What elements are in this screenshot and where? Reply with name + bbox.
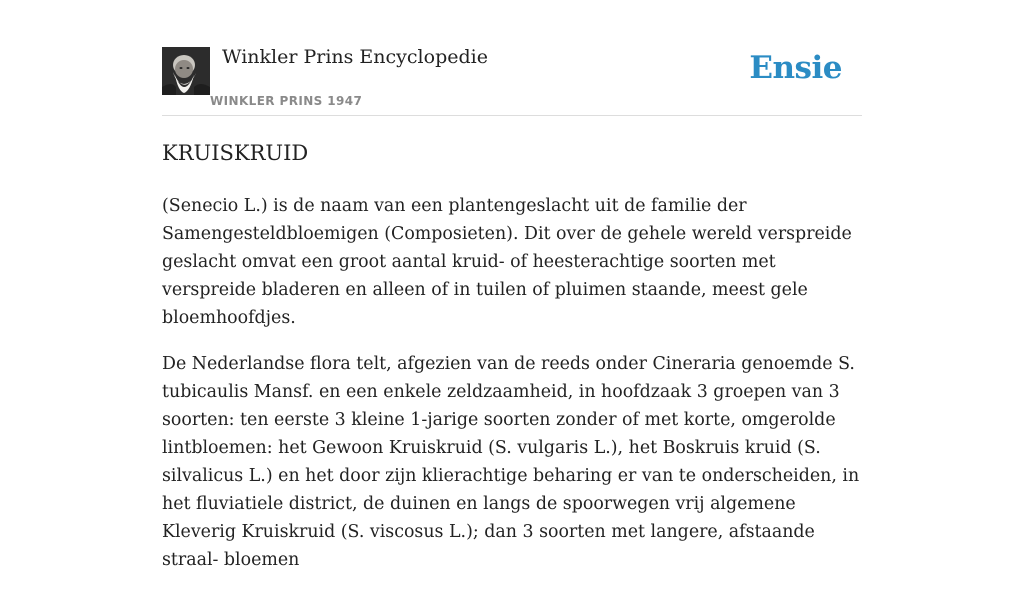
brand-logo[interactable]: Ensie bbox=[749, 50, 842, 86]
article-title: KRUISKRUID bbox=[162, 141, 309, 165]
avatar[interactable] bbox=[162, 47, 210, 95]
article-header bbox=[162, 0, 862, 116]
article-paragraph: De Nederlandse flora telt, afgezien van de reeds onder Cineraria genoemde S. tubicaulis Mansf. en een enkele zeldzaamheid, in hoofdzaak 3 groepen van 3 soorten: ten eerste 3 kleine 1-jarige soorten zonder of met korte, omgerolde lintbloemen: het Gewoon Kruiskruid (S. vulgaris L.), het Boskruis kruid (S. silvalicus L.) en het door zijn klierachtige beharing er van te onderscheiden, in het fluviatiele district, de duinen en langs de spoorwegen vrij algemene Kleverig Kruiskruid (S. viscosus L.); dan 3 soorten met langere, afstaande straal- bloemen bbox=[162, 354, 860, 570]
article-body bbox=[162, 192, 862, 592]
bearded-man-portrait-icon bbox=[162, 47, 210, 95]
article-paragraph: (Senecio L.) is de naam van een plantengeslacht uit de familie der Samengesteldbloemigen (Composieten). Dit over de gehele wereld verspreide geslacht omvat een groot aantal kruid- of heesterachtige soorten met verspreide bladeren en alleen of in tuilen of pluimen staande, meest gele bloemhoofdjes. bbox=[162, 196, 852, 328]
content-container bbox=[162, 0, 862, 570]
source-subtitle: WINKLER PRINS 1947 bbox=[210, 94, 363, 108]
source-title[interactable]: Winkler Prins Encyclopedie bbox=[222, 46, 488, 68]
